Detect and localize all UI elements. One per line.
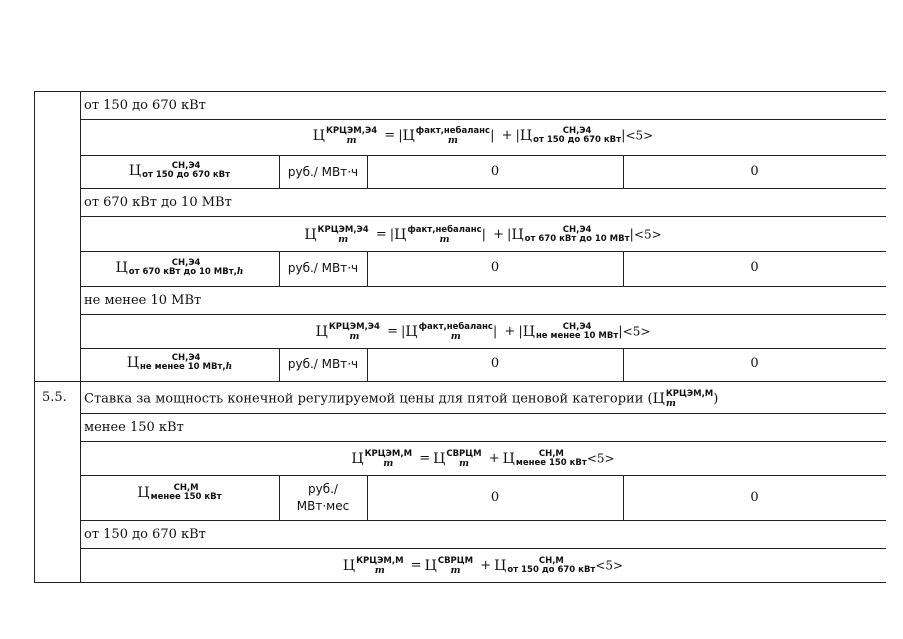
rule-r3	[80, 188, 886, 189]
param-name-150-670: Ц СН,Э4 от 150 до 670 кВт	[128, 161, 231, 180]
formula-m-150-670: Ц КРЦЭМ,М m = Ц СВРЦМ m + Ц СН,М от 150 до 670 кВт <5>	[342, 556, 624, 576]
rule-r12	[80, 475, 886, 476]
rule-r6	[80, 286, 886, 287]
row-label-670-10: от 670 кВт до 10 МВт	[84, 195, 232, 210]
rule-bottom	[34, 582, 886, 583]
value-cell: 0	[750, 490, 759, 505]
rule-r9	[34, 381, 886, 382]
row-label-150-670-m: от 150 до 670 кВт	[84, 527, 206, 542]
section-number: 5.5.	[42, 390, 67, 405]
value-cell: 0	[750, 356, 759, 371]
rule-r1	[80, 119, 886, 120]
rule-r8	[80, 348, 886, 349]
rule-r13	[80, 520, 886, 521]
formula-e4-min-10: Ц КРЦЭМ,Э4 m = |Ц факт,небаланс m | + |Ц СН,Э4 не менее 10 МВт |<5>	[315, 322, 651, 342]
param-name-less-150: Ц СН,М менее 150 кВт	[137, 483, 222, 502]
rule-r4	[80, 216, 886, 217]
row-label-150-670: от 150 до 670 кВт	[84, 98, 206, 113]
rule-r10	[80, 413, 886, 414]
rule-left	[34, 91, 35, 582]
section-heading: Ставка за мощность конечной регулируемой цены для пятой ценовой категории (Ц КРЦЭМ,М m )	[84, 389, 719, 409]
unit-cell: руб./ МВт·ч	[287, 165, 359, 179]
param-name-min-10: Ц СН,Э4 не менее 10 МВт,h	[126, 353, 233, 372]
rule-r14	[80, 548, 886, 549]
rule-r5	[80, 251, 886, 252]
rule-r2	[80, 155, 886, 156]
unit-cell: руб./ МВт·ч	[287, 357, 359, 371]
unit-cell-line2: МВт·мес	[296, 499, 350, 513]
value-cell: 0	[490, 490, 500, 505]
unit-cell: руб./ МВт·ч	[287, 261, 359, 275]
unit-cell-line1: руб./	[308, 482, 338, 496]
rule-r11	[80, 441, 886, 442]
formula-m-less-150: Ц КРЦЭМ,М m = Ц СВРЦМ m + Ц СН,М менее 150 кВт <5>	[351, 449, 615, 469]
value-cell: 0	[490, 164, 500, 179]
formula-e4-670-10: Ц КРЦЭМ,Э4 m = |Ц факт,небаланс m | + |Ц СН,Э4 от 670 кВт до 10 МВт |<5>	[304, 225, 662, 245]
formula-e4-150-670: Ц КРЦЭМ,Э4 m = |Ц факт,небаланс m | + |Ц СН,Э4 от 150 до 670 кВт |<5>	[312, 126, 654, 146]
row-label-min-10: не менее 10 МВт	[84, 293, 202, 308]
rule-r7	[80, 314, 886, 315]
value-cell: 0	[490, 356, 500, 371]
param-name-670-10: Ц СН,Э4 от 670 кВт до 10 МВт,h	[115, 258, 244, 277]
value-cell: 0	[490, 260, 500, 275]
rule-top	[34, 91, 886, 92]
value-cell: 0	[750, 164, 759, 179]
row-label-less-150: менее 150 кВт	[84, 420, 184, 435]
value-cell: 0	[750, 260, 759, 275]
